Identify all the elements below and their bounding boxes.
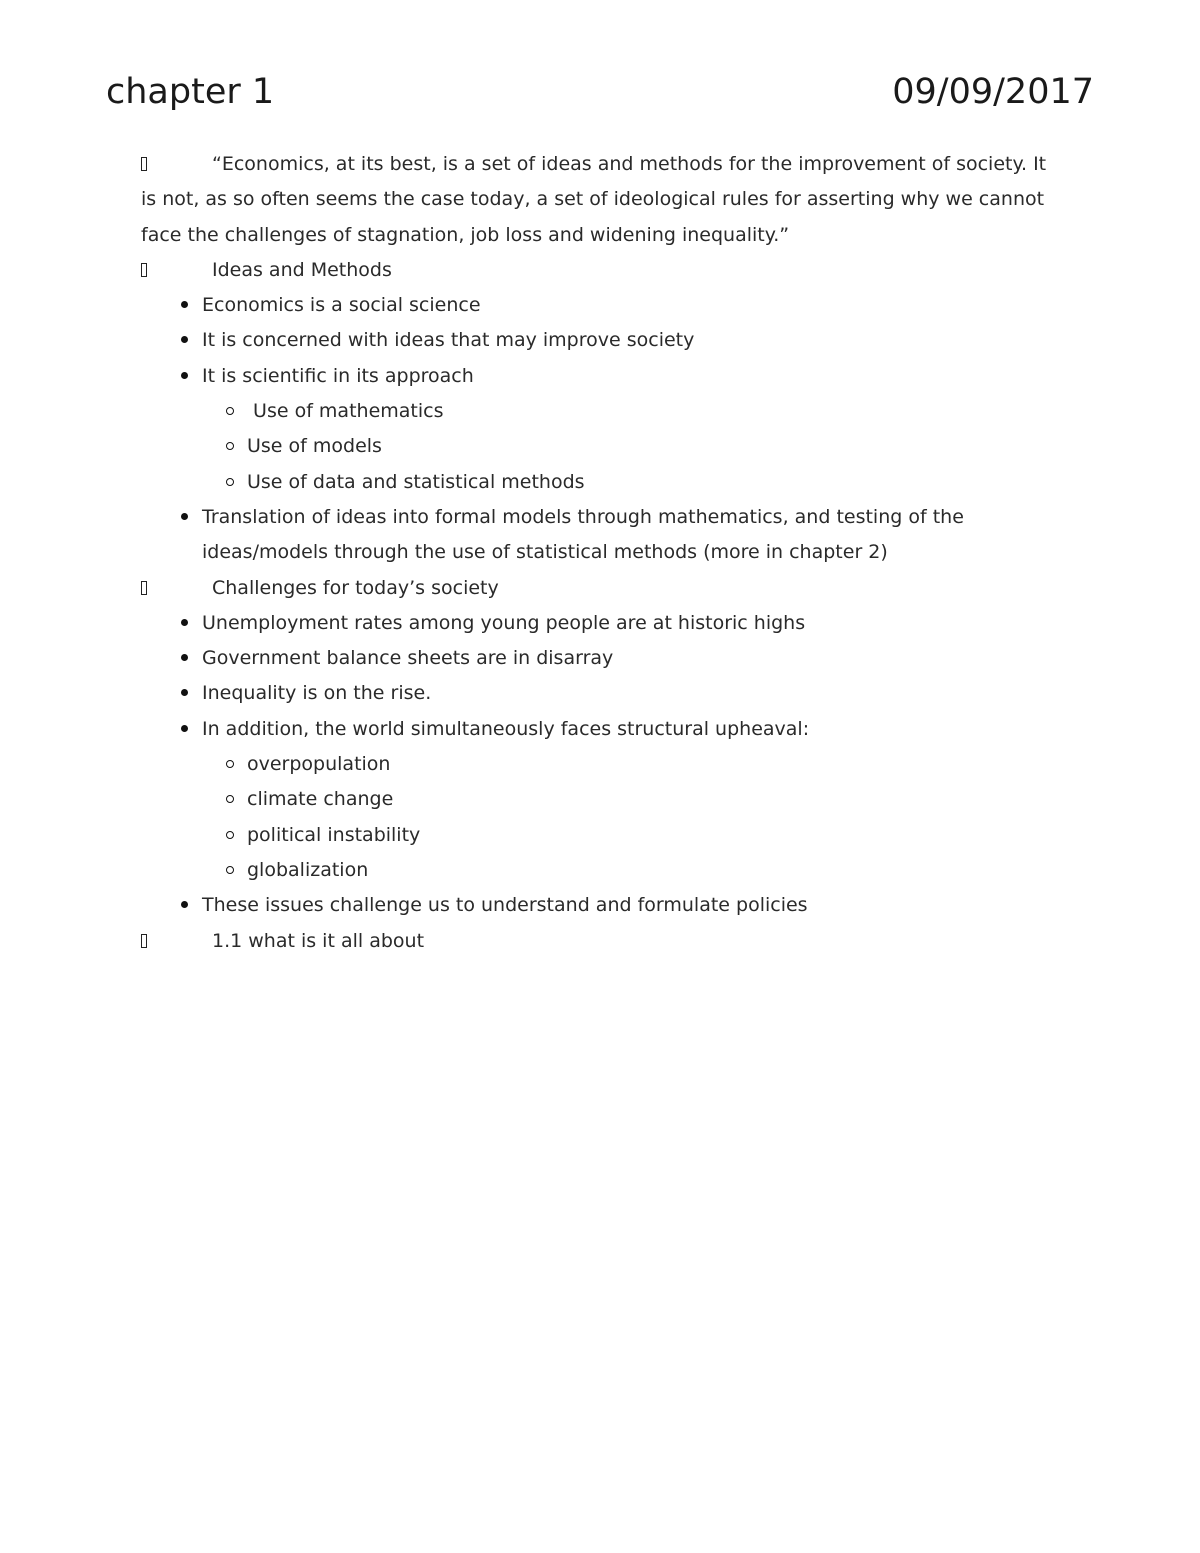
box-bullet-icon	[141, 157, 147, 171]
bullet-dot-icon	[181, 619, 188, 626]
list-item-text: It is scientific in its approach	[202, 364, 474, 387]
bullet-dot-icon	[181, 654, 188, 661]
bullet-circle-icon	[226, 831, 234, 839]
sub-list-item-text: overpopulation	[247, 753, 391, 776]
list-item	[202, 323, 1061, 358]
section-heading-text: Ideas and Methods	[212, 258, 392, 281]
sub-list-item-text: globalization	[247, 858, 369, 881]
sub-list-item	[247, 394, 1061, 429]
bullet-dot-icon	[181, 301, 188, 308]
bullet-dot-icon	[181, 513, 188, 520]
bullet-circle-icon	[226, 795, 234, 803]
sub-list-item	[247, 818, 1061, 853]
sub-list-item-text: political instability	[247, 823, 421, 846]
bullet-dot-icon	[181, 901, 188, 908]
list-item-text: Unemployment rates among young people are at historic highs	[202, 611, 806, 634]
list-item-text: It is concerned with ideas that may improve society	[202, 329, 695, 352]
list-item-text: Translation of ideas into formal models through mathematics, and testing of the ideas/models through the use of statistical methods (more in chapter 2)	[202, 505, 964, 564]
list-item-text: These issues challenge us to understand and formulate policies	[202, 894, 808, 917]
sub-list-item-text: Use of mathematics	[247, 400, 444, 423]
box-bullet-icon	[141, 263, 147, 277]
section-heading-text: 1.1 what is it all about	[212, 929, 425, 952]
opening-quote	[141, 147, 1061, 253]
list-item	[202, 712, 1061, 888]
page-header	[106, 70, 1094, 118]
list-item	[202, 606, 1061, 641]
sub-list-item-text: Use of models	[247, 435, 382, 458]
sub-list-item	[247, 747, 1061, 782]
list-item	[202, 888, 1061, 923]
list-item-text: Economics is a social science	[202, 294, 481, 317]
sub-list-item	[247, 782, 1061, 817]
list-item	[202, 676, 1061, 711]
bullet-circle-icon	[226, 407, 234, 415]
list-item	[202, 641, 1061, 676]
list-item-text: Inequality is on the rise.	[202, 682, 432, 705]
list-item-text: Government balance sheets are in disarray	[202, 647, 614, 670]
bullet-list	[141, 606, 1061, 924]
section-heading	[141, 924, 1061, 959]
quote-text: “Economics, at its best, is a set of ideas and methods for the improvement of society. It is not, as so often seems the case today, a set of ideological rules for asserting why we cannot face the challenges of stagnation, job loss and widening inequality.”	[141, 153, 1047, 246]
section-heading	[141, 253, 1061, 288]
sub-list-item-text: climate change	[247, 788, 394, 811]
list-item	[202, 359, 1061, 500]
bullet-circle-icon	[226, 442, 234, 450]
section-heading	[141, 571, 1061, 606]
section-heading-text: Challenges for today’s society	[212, 576, 499, 599]
box-bullet-icon	[141, 581, 147, 595]
bullet-dot-icon	[181, 336, 188, 343]
sub-bullet-list	[202, 747, 1061, 888]
list-item	[202, 288, 1061, 323]
bullet-dot-icon	[181, 689, 188, 696]
document-body	[141, 147, 1061, 959]
list-item	[202, 500, 1061, 571]
document-date: 09/09/2017	[892, 72, 1094, 112]
bullet-circle-icon	[226, 866, 234, 874]
bullet-dot-icon	[181, 725, 188, 732]
bullet-list	[141, 288, 1061, 570]
sub-list-item	[247, 853, 1061, 888]
sub-list-item	[247, 429, 1061, 464]
bullet-circle-icon	[226, 760, 234, 768]
sub-bullet-list	[202, 394, 1061, 500]
page-title: chapter 1	[106, 72, 275, 112]
sub-list-item-text: Use of data and statistical methods	[247, 470, 585, 493]
box-bullet-icon	[141, 934, 147, 948]
bullet-circle-icon	[226, 478, 234, 486]
list-item-text: In addition, the world simultaneously faces structural upheaval:	[202, 717, 810, 740]
sub-list-item	[247, 465, 1061, 500]
bullet-dot-icon	[181, 372, 188, 379]
